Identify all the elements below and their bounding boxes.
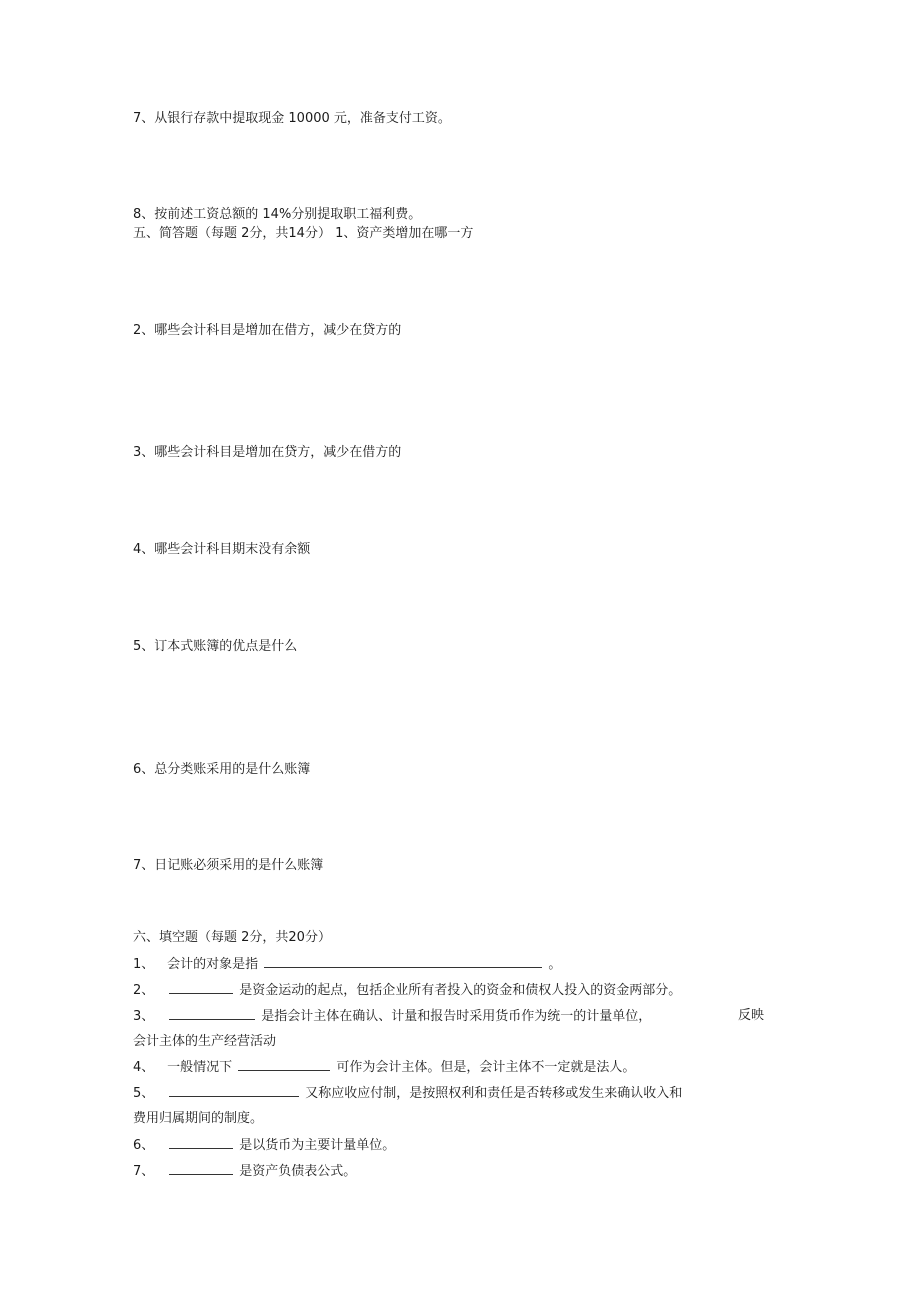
item-text-before: 一般情况下: [167, 1060, 237, 1075]
item-number: 3、: [133, 1009, 155, 1024]
item-number: 1、: [133, 957, 155, 972]
answer-blank[interactable]: [169, 1007, 255, 1020]
item-text-after: 是指会计主体在确认、计量和报告时采用货币作为统一的计量单位，: [261, 1009, 652, 1024]
item-text-after: 。: [548, 957, 562, 972]
section5-question-2: 2、哪些会计科目是增加在借方，减少在贷方的: [133, 323, 402, 338]
fill-item-2: [133, 981, 681, 1000]
fill-item-4: [133, 1058, 635, 1077]
question-7-calc: 7、从银行存款中提取现金 10000 元，准备支付工资。: [133, 111, 451, 126]
item-text-after: 可作为会计主体。但是，会计主体不一定就是法人。: [336, 1060, 636, 1075]
item-text-after: 是以货币为主要计量单位。: [239, 1138, 396, 1153]
item-text-after: 是资金运动的起点，包括企业所有者投入的资金和债权人投入的资金两部分。: [239, 983, 682, 998]
fill-item-6: [133, 1136, 395, 1155]
section5-question-4: 4、哪些会计科目期末没有余额: [133, 542, 311, 557]
fill-item-1: [133, 955, 561, 974]
question-8-calc: 8、按前述工资总额的 14%分别提取职工福利费。: [133, 207, 422, 222]
item-text-after: 又称应收应付制，是按照权利和责任是否转移或发生来确认收入和: [305, 1086, 683, 1101]
item-number: 4、: [133, 1060, 155, 1075]
fill-item-7: [133, 1162, 356, 1181]
fill-item-3: [133, 1007, 773, 1026]
section6-heading: 六、填空题（每题 2分，共20分）: [133, 930, 331, 945]
item-number: 6、: [133, 1138, 155, 1153]
item-number: 7、: [133, 1164, 155, 1179]
item-number: 5、: [133, 1086, 155, 1101]
section5-question-7: 7、日记账必须采用的是什么账簿: [133, 858, 324, 873]
answer-blank[interactable]: [169, 981, 233, 994]
fill-item-3-continuation: 会计主体的生产经营活动: [133, 1034, 277, 1049]
fill-item-5-continuation: 费用归属期间的制度。: [133, 1111, 264, 1126]
item-text-before: 会计的对象是指: [167, 957, 263, 972]
fill-item-3-tail: 反映: [738, 1008, 765, 1023]
answer-blank[interactable]: [169, 1084, 299, 1097]
fill-item-5: [133, 1084, 682, 1103]
section5-heading: 五、简答题（每题 2分，共14分） 1、资产类增加在哪一方: [133, 226, 474, 241]
answer-blank[interactable]: [169, 1136, 233, 1149]
section5-question-5: 5、订本式账簿的优点是什么: [133, 639, 298, 654]
section5-question-3: 3、哪些会计科目是增加在贷方，减少在借方的: [133, 445, 402, 460]
item-number: 2、: [133, 983, 155, 998]
answer-blank[interactable]: [264, 955, 542, 968]
section5-question-6: 6、总分类账采用的是什么账簿: [133, 762, 311, 777]
answer-blank[interactable]: [238, 1058, 330, 1071]
answer-blank[interactable]: [169, 1162, 233, 1175]
item-text-after: 是资产负债表公式。: [239, 1164, 357, 1179]
